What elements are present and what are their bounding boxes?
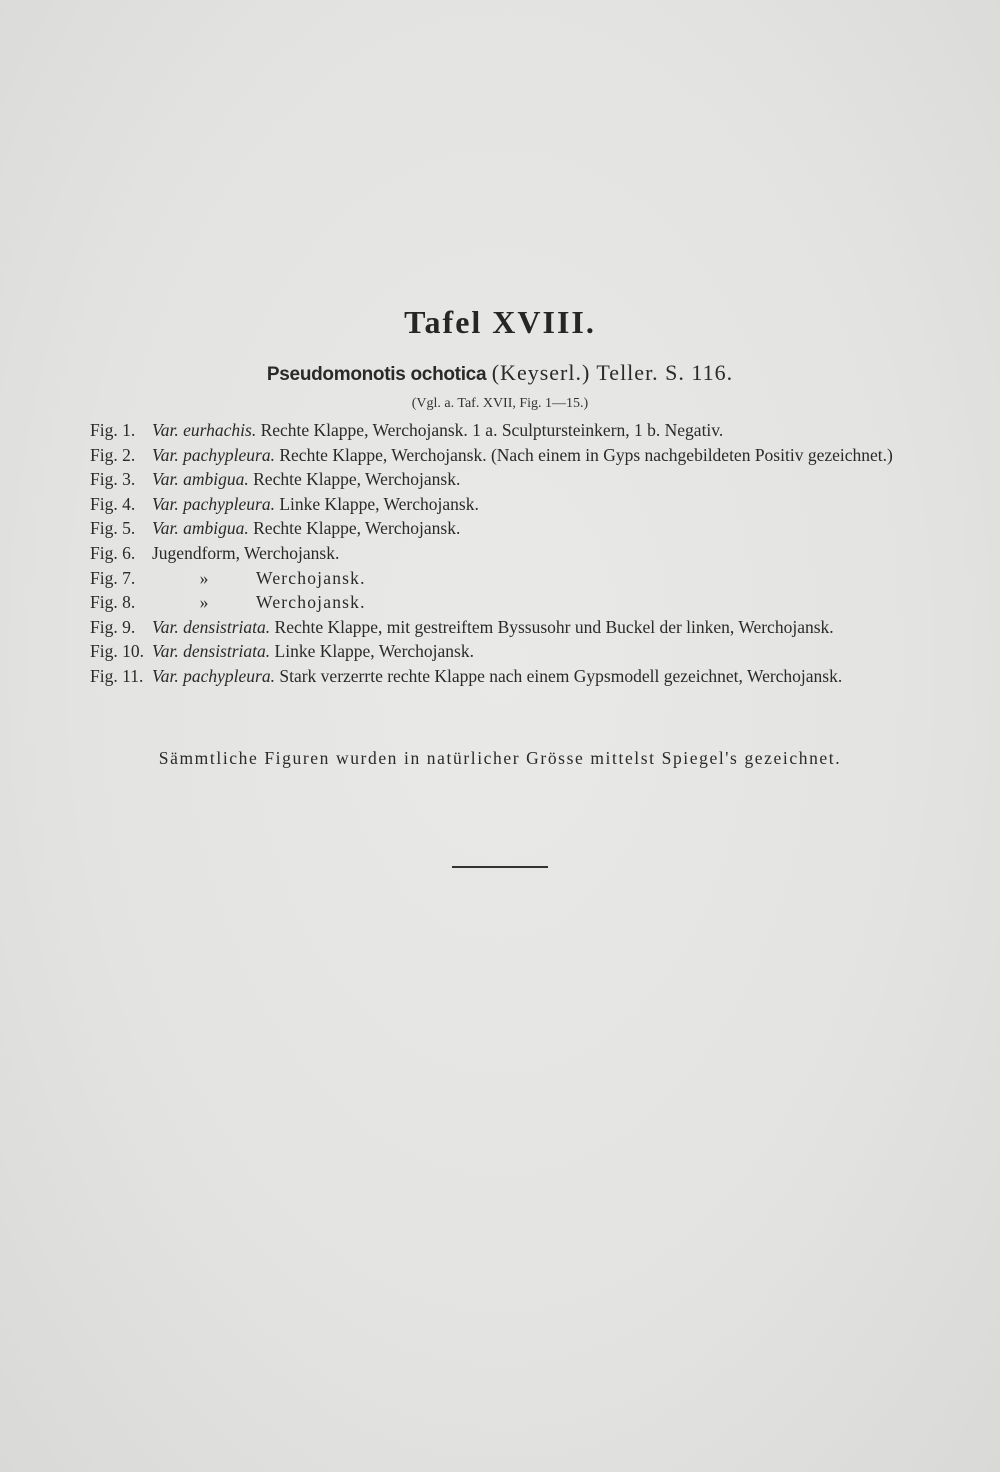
figure-caption [152, 492, 920, 517]
figure-caption [152, 467, 920, 492]
figure-caption [152, 443, 920, 468]
figure-description: Rechte Klappe, Werchojansk. [248, 518, 461, 539]
figure-description: Rechte Klappe, mit gestreiftem Byssusohr und Buckel der linken, Werchojansk. [270, 616, 834, 637]
variety-name: Var. densistriata. [152, 641, 271, 662]
figure-entry [90, 492, 920, 517]
figure-number: Fig. 9. [90, 616, 136, 637]
figure-description: Stark verzerrte rechte Klappe nach einem Gypsmodell gezeichnet, Werchojansk. [274, 665, 843, 686]
figure-description: Werchojansk. [256, 567, 366, 588]
figure-description: Rechte Klappe, Werchojansk. 1 a. Sculptursteinkern, 1 b. Negativ. [256, 420, 724, 440]
figure-entry [90, 639, 920, 664]
figure-description: Jugendform, Werchojansk. [152, 542, 340, 563]
plate-summary: Sämmtliche Figuren wurden in natürlicher Grösse mittelst Spiegel's gezeichnet. [158, 748, 842, 768]
figure-number: Fig. 5. [90, 518, 136, 539]
figure-list [90, 418, 920, 689]
figure-entry [90, 418, 920, 443]
plate-reference: (Vgl. a. Taf. XVII, Fig. 1—15.) [411, 396, 589, 411]
figure-entry [90, 541, 920, 566]
ditto-mark: » [199, 592, 209, 613]
variety-name: Var. ambigua. [152, 518, 249, 539]
variety-name: Var. pachypleura. [152, 665, 275, 686]
figure-description: Linke Klappe, Werchojansk. [274, 493, 479, 514]
variety-name: Var. ambigua. [152, 469, 249, 490]
figure-number: Fig. 10. [90, 641, 144, 662]
ditto-mark: » [199, 567, 209, 588]
figure-number: Fig. 8. [90, 592, 136, 613]
figure-caption [152, 664, 920, 689]
variety-name: Var. densistriata. [152, 616, 271, 637]
figure-number: Fig. 2. [90, 444, 136, 465]
species-author: (Keyserl.) Teller. S. 116. [491, 360, 734, 385]
plate-title: Tafel XVIII. [404, 304, 596, 340]
figure-description: Rechte Klappe, Werchojansk. [248, 469, 461, 490]
figure-description: Rechte Klappe, Werchojansk. (Nach einem in Gyps nachgebildeten Positiv gezeichnet.) [274, 444, 893, 465]
figure-description: Werchojansk. [256, 592, 366, 613]
figure-caption [152, 516, 920, 541]
species-name: Pseudomonotis ochotica [266, 364, 487, 385]
figure-number: Fig. 4. [90, 493, 136, 514]
figure-caption [152, 639, 920, 664]
figure-number: Fig. 3. [90, 469, 136, 490]
variety-name: Var. pachypleura. [152, 444, 275, 465]
figure-caption [152, 566, 920, 591]
figure-caption [152, 541, 920, 566]
closing-rule [452, 866, 548, 868]
figure-number: Fig. 6. [90, 542, 136, 563]
figure-entry [90, 443, 920, 468]
species-heading [0, 360, 1000, 386]
figure-entry [90, 516, 920, 541]
figure-description: Linke Klappe, Werchojansk. [270, 641, 474, 662]
figure-entry [90, 590, 920, 615]
figure-number: Fig. 11. [90, 665, 144, 686]
figure-number: Fig. 1. [90, 420, 136, 440]
figure-number: Fig. 7. [90, 567, 136, 588]
figure-caption [152, 418, 920, 443]
figure-caption [152, 615, 920, 640]
figure-caption [152, 590, 920, 615]
figure-entry [90, 467, 920, 492]
variety-name: Var. eurhachis. [152, 420, 257, 440]
figure-entry [90, 566, 920, 591]
figure-entry [90, 615, 920, 640]
figure-entry [90, 664, 920, 689]
variety-name: Var. pachypleura. [152, 493, 275, 514]
